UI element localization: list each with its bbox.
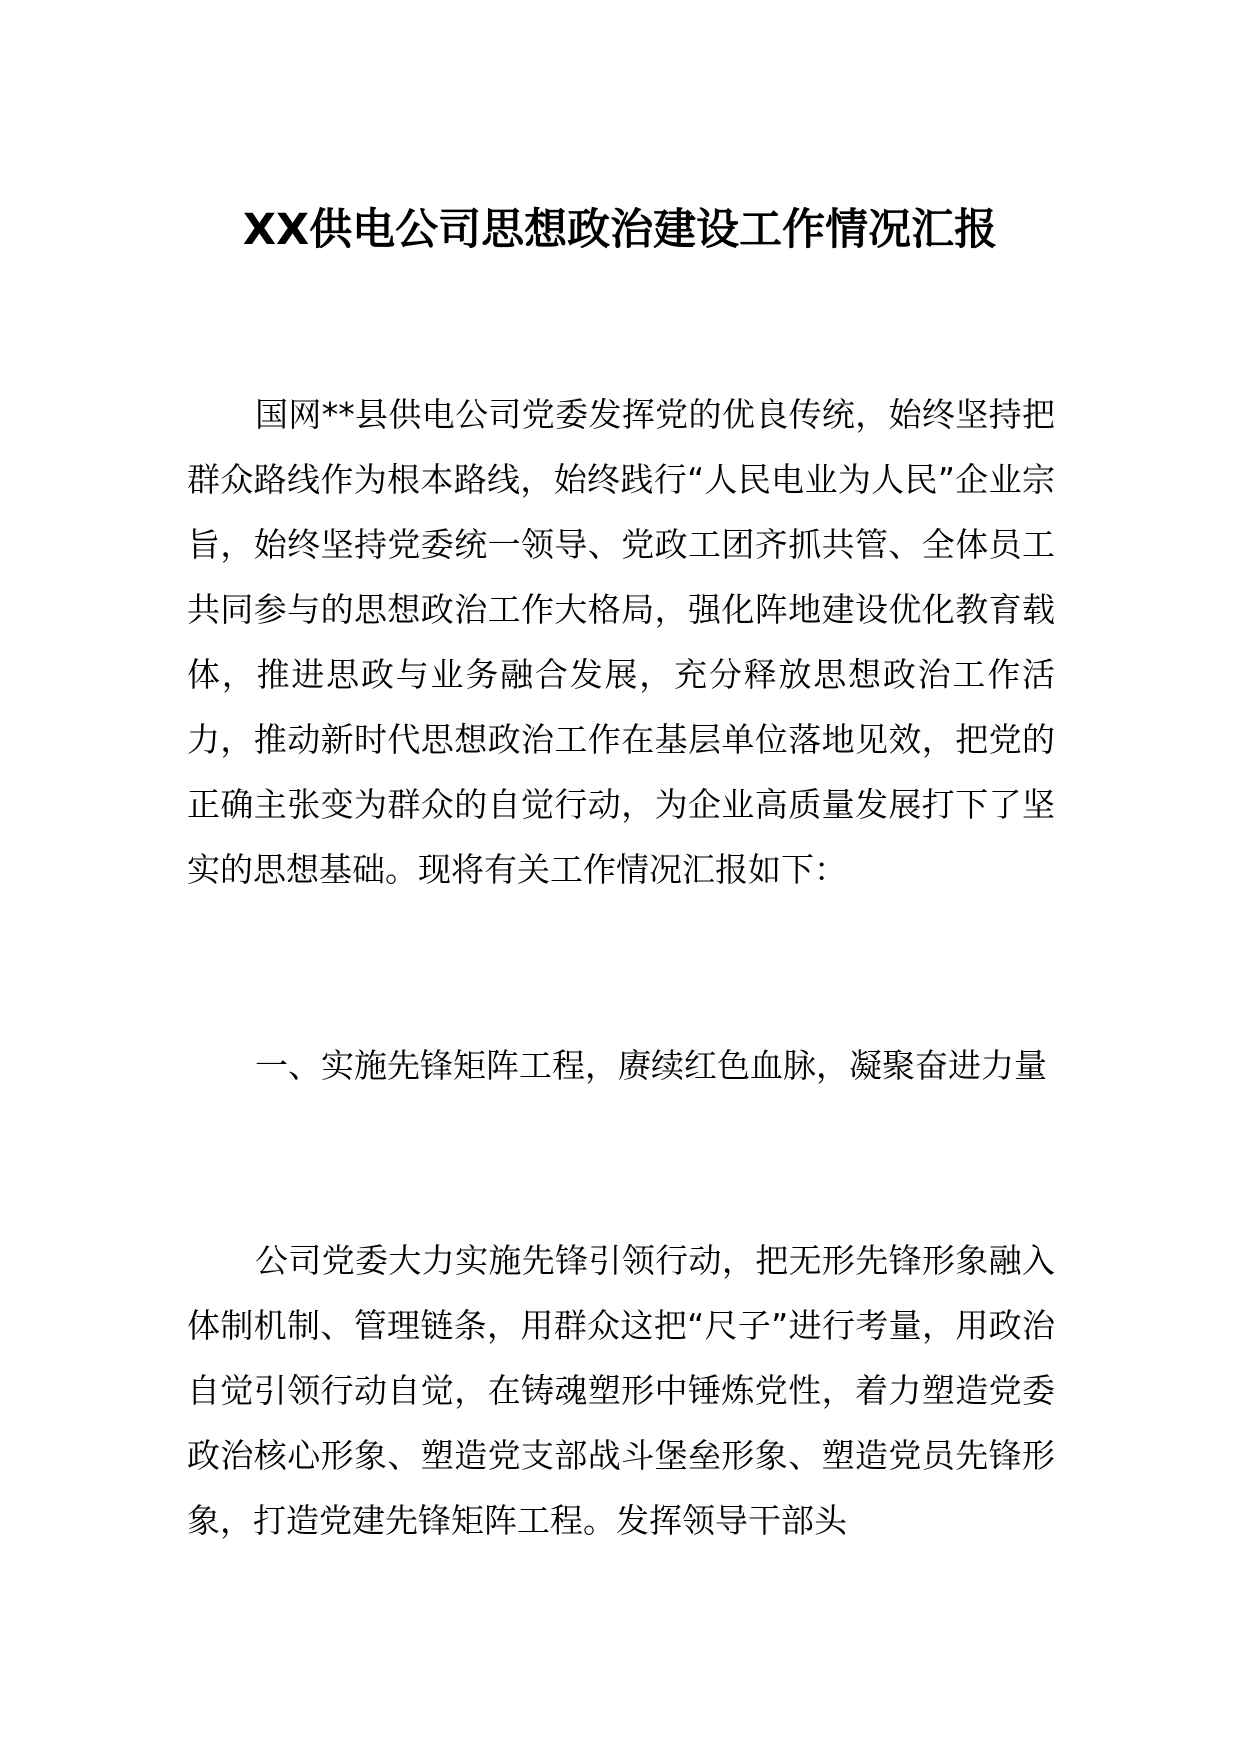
intro-paragraph: 国网**县供电公司党委发挥党的优良传统，始终坚持把群众路线作为根本路线，始终践行“人民电业为人民”企业宗旨，始终坚持党委统一领导、党政工团齐抓共管、全体员工共同参与的思想政治工作大格局，强化阵地建设优化教育载体，推进思政与业务融合发展，充分释放思想政治工作活力，推动新时代思想政治工作在基层单位落地见效，把党的正确主张变为群众的自觉行动，为企业高质量发展打下了坚实的思想基础。现将有关工作情况汇报如下：	[187, 395, 1055, 889]
section-heading: 一、实施先锋矩阵工程，赓续红色血脉，凝聚奋进力量	[255, 1046, 1047, 1085]
document-title: XX供电公司思想政治建设工作情况汇报	[242, 205, 998, 255]
section-paragraph: 公司党委大力实施先锋引领行动，把无形先锋形象融入体制机制、管理链条，用群众这把“尺子”进行考量，用政治自觉引领行动自觉，在铸魂塑形中锤炼党性，着力塑造党委政治核心形象、塑造党支部战斗堡垒形象、塑造党员先锋形象，打造党建先锋矩阵工程。发挥领导干部头	[187, 1241, 1055, 1540]
